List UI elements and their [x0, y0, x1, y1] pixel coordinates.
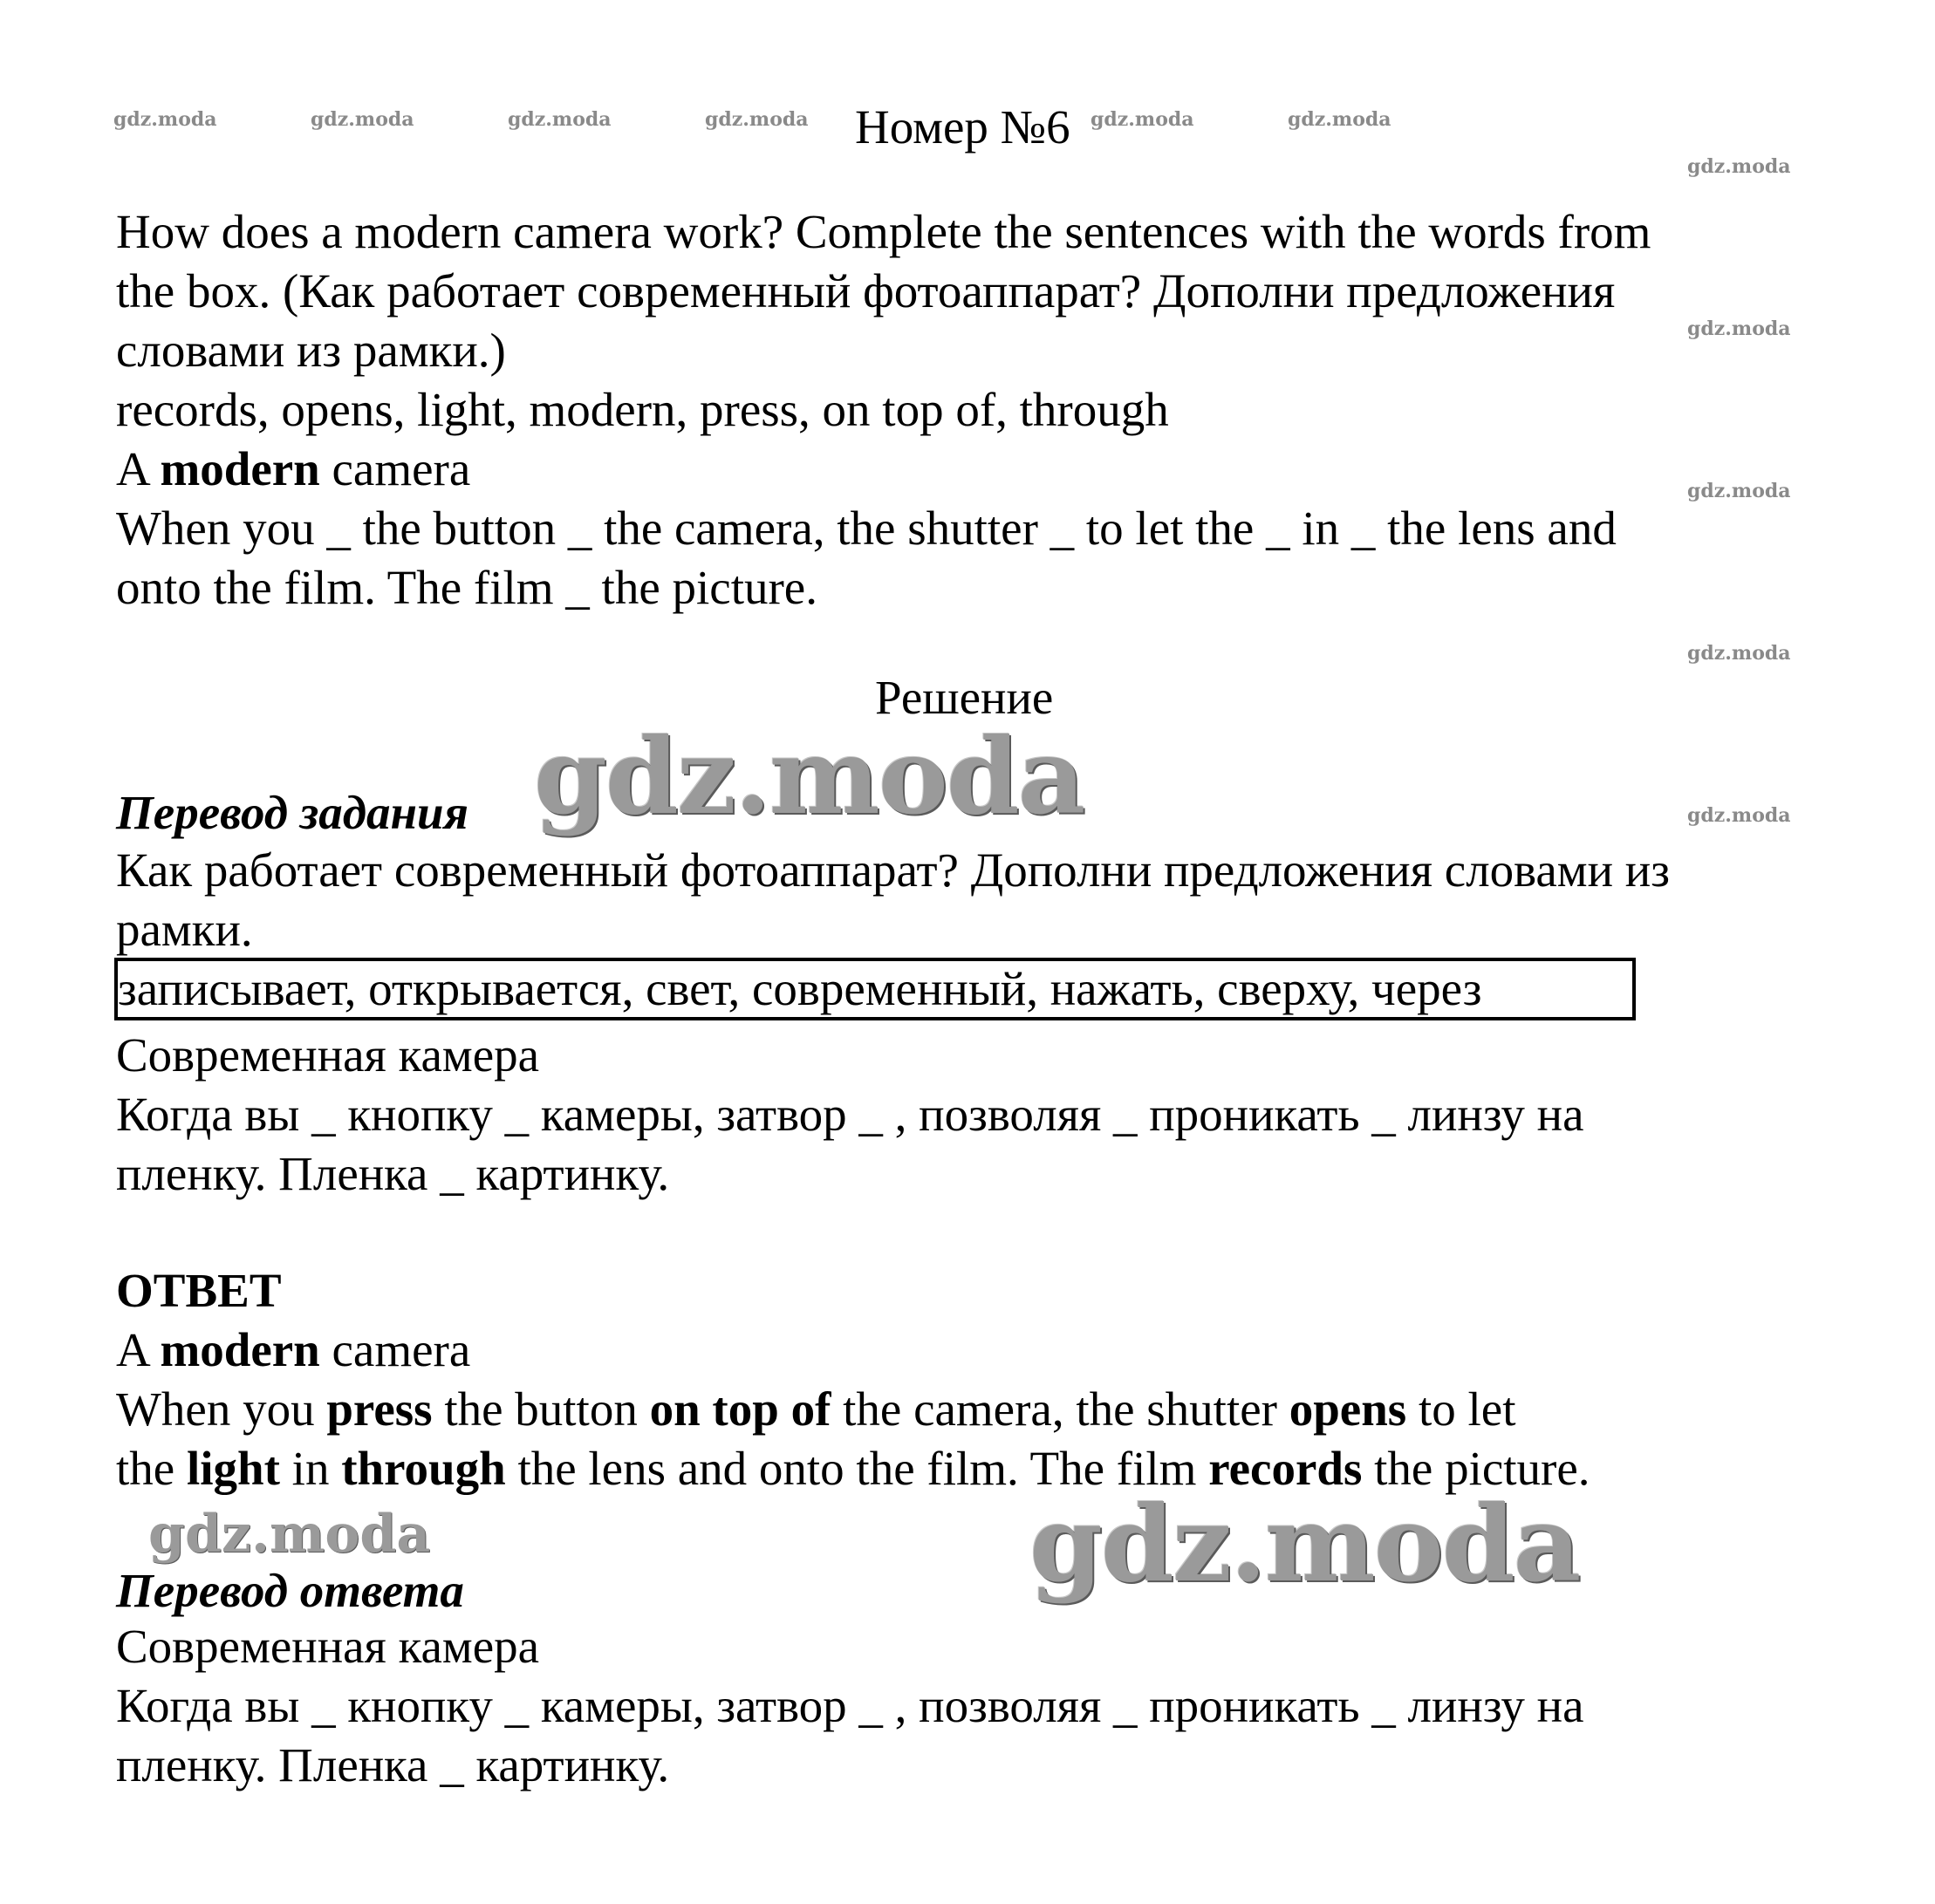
watermark: gdz.moda: [508, 108, 612, 131]
word-list: records, opens, light, modern, press, on top of, through: [116, 383, 1169, 436]
translation-heading: Современная камера: [116, 1028, 540, 1082]
text: the: [116, 1442, 187, 1495]
text: the camera, the shutter: [831, 1382, 1289, 1436]
text-bold: modern: [160, 442, 320, 495]
solution-label: Решение: [875, 671, 1054, 724]
task-line: словами из рамки.): [116, 324, 506, 377]
answer-word: light: [186, 1442, 280, 1495]
watermark: gdz.moda: [1687, 804, 1791, 827]
watermark: gdz.moda: [148, 1504, 431, 1565]
translation-sentence: Когда вы _ кнопку _ камеры, затвор _ , позволяя _ проникать _ линзу на: [116, 1088, 1584, 1141]
answer-word: through: [341, 1442, 506, 1495]
translation-line: Как работает современный фотоаппарат? Дополни предложения словами из: [116, 843, 1670, 897]
watermark: gdz.moda: [1091, 108, 1194, 131]
task-line: the box. (Как работает современный фотоаппарат? Дополни предложения: [116, 264, 1616, 317]
text: the picture.: [1362, 1442, 1590, 1495]
translation-sentence: пленку. Пленка _ картинку.: [116, 1147, 670, 1200]
translation-heading: Современная камера: [116, 1620, 540, 1673]
text: the button: [432, 1382, 650, 1436]
answer-heading: [116, 1261, 282, 1321]
text: in: [279, 1442, 342, 1495]
text: A: [116, 1323, 161, 1376]
text: camera: [319, 442, 471, 495]
watermark: gdz.moda: [1687, 642, 1791, 665]
watermark: gdz.moda: [1687, 317, 1791, 340]
watermark: gdz.moda: [1687, 155, 1791, 178]
watermark: gdz.moda: [311, 108, 414, 131]
page-title: Номер №6: [855, 100, 1070, 154]
answer-word: on top of: [649, 1382, 831, 1436]
task-sentence: When you _ the button _ the camera, the shutter _ to let the _ in _ the lens and: [116, 502, 1617, 555]
text: camera: [319, 1323, 471, 1376]
answer-word: records: [1208, 1442, 1363, 1495]
watermark: gdz.moda: [1687, 480, 1791, 502]
answer-word: press: [326, 1382, 433, 1436]
answer-line: [116, 1380, 1515, 1439]
answer-word: opens: [1289, 1382, 1407, 1436]
translation-sentence: Когда вы _ кнопку _ камеры, затвор _ , позволяя _ проникать _ линзу на: [116, 1679, 1584, 1732]
watermark-large: gdz.moda: [1029, 1483, 1580, 1606]
word-box-text: записывает, открывается, свет, современный, нажать, сверху, через: [118, 962, 1482, 1015]
text-bold: modern: [160, 1323, 320, 1376]
watermark-large: gdz.moda: [534, 715, 1084, 838]
watermark: gdz.moda: [113, 108, 217, 131]
task-heading: [116, 440, 470, 499]
translation-sentence: пленку. Пленка _ картинку.: [116, 1738, 670, 1791]
text-bold: ОТВЕТ: [116, 1264, 282, 1317]
text: When you: [116, 1382, 327, 1436]
translation-line: рамки.: [116, 903, 253, 956]
answer-title: [116, 1321, 470, 1380]
task-sentence: onto the film. The film _ the picture.: [116, 561, 817, 614]
text: to let: [1406, 1382, 1516, 1436]
task-line: How does a modern camera work? Complete the sentences with the words from: [116, 205, 1651, 258]
section-heading: Перевод задания: [116, 786, 468, 839]
watermark: gdz.moda: [1288, 108, 1391, 131]
section-heading: Перевод ответа: [116, 1564, 464, 1617]
text: A: [116, 442, 161, 495]
watermark: gdz.moda: [705, 108, 809, 131]
text: the lens and onto the film. The film: [505, 1442, 1209, 1495]
